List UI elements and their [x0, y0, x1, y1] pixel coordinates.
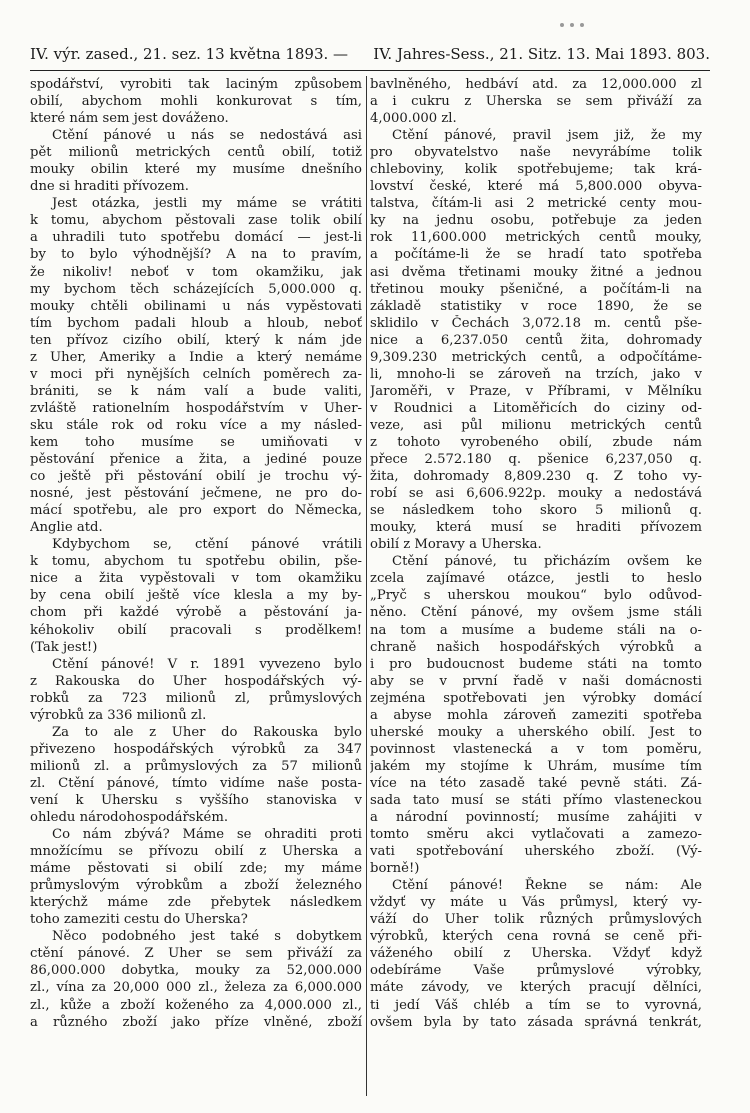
text-line: robků za 723 milionů zl, průmyslových: [30, 690, 362, 706]
text-line: rok 11,600.000 metrických centů mouky,: [370, 230, 702, 246]
text-line: jakém my stojíme k Uhrám, musíme tím: [370, 758, 702, 774]
text-line: chom při každé výrobě a pěstování ja-: [30, 605, 362, 621]
text-line: sada tato musí se státi přímo vlasteneckou: [370, 792, 702, 808]
text-line: talstva, čítám-li asi 2 metrické centy mou-: [370, 196, 702, 212]
text-line: nice a žita vypěstovali v tom okamžiku: [30, 571, 362, 587]
text-line: a počítáme-li že se hradí tato spotřeba: [370, 247, 702, 263]
text-line: Za to ale z Uher do Rakouska bylo: [52, 724, 362, 740]
text-line: spodářství, vyrobiti tak laciným způsobem: [30, 77, 362, 92]
text-line: 86,000.000 dobytka, mouky za 52,000.000: [30, 963, 362, 979]
text-line: a i cukru z Uherska se sem přiváží za: [370, 94, 702, 110]
text-line: chleboviny, kolik spotřebujeme; tak krá-: [370, 162, 702, 178]
text-line: váženého obilí z Uherska. Vždyť když: [370, 946, 702, 962]
text-line: brániti, se k nám valí a bude valiti,: [30, 383, 362, 399]
text-line: co ještě při pěstování obilí je trochu vý-: [30, 469, 362, 485]
text-line: množícímu se přívozu obilí z Uherska a: [30, 844, 362, 860]
text-line: sklidilo v Čechách 3,072.18 m. centů pše-: [370, 315, 702, 331]
text-line: více na této zasadě také pevně státi. Zá-: [370, 775, 702, 791]
text-line: vati spotřebování uherského zboží. (Vý-: [370, 844, 702, 860]
text-line: uherské mouky a uherského obilí. Jest to: [370, 724, 702, 740]
text-line: 4,000.000 zl.: [370, 111, 457, 127]
text-line: zvláště rationelním hospodářstvím v Uher-: [30, 400, 362, 416]
page-specks: [560, 12, 590, 31]
text-line: Ctění pánové, pravil jsem již, že my: [392, 128, 702, 144]
text-line: Ctění pánové! Řekne se nám: Ale: [392, 878, 702, 894]
text-line: dne si hraditi přívozem.: [30, 179, 189, 195]
text-line: průmyslovým výrobkům a zboží železného: [30, 878, 362, 894]
text-line: (Tak jest!): [30, 639, 98, 655]
text-line: na tom a musíme a budeme stáli na o-: [370, 622, 702, 638]
text-line: k tomu, abychom pěstovali zase tolik obilí: [30, 213, 362, 229]
text-line: Ctění pánové u nás se nedostává asi: [52, 128, 362, 144]
text-line: ky na jednu osobu, potřebuje za jeden: [370, 213, 702, 229]
text-line: lovství české, které má 5,800.000 obyva-: [370, 179, 702, 195]
text-line: Anglie atd.: [30, 520, 103, 536]
text-line: zejména spotřebovati jen výrobky domácí: [370, 690, 702, 706]
text-line: sku stále rok od roku více a my násled-: [30, 417, 362, 433]
text-line: by cena obilí ještě více klesla a my by-: [30, 588, 362, 604]
left-column: [30, 76, 362, 1096]
text-line: pro obyvatelstvo naše nevyrábíme tolik: [370, 145, 702, 161]
text-line: v moci při nynějších celních poměrech za-: [30, 366, 362, 382]
text-line: ctění pánové. Z Uher se sem přiváží za: [30, 946, 362, 962]
text-line: kterýchž máme zde přebytek následkem: [30, 895, 362, 911]
text-line: máte závody, ve kterých pracují dělníci,: [370, 980, 702, 996]
text-line: ovšem byla by tato zásada správná tenkrát,: [370, 1014, 702, 1030]
text-line: borně!): [370, 861, 420, 877]
text-line: přivezeno hospodářských výrobků za 347: [30, 741, 362, 757]
header-rule: [30, 70, 710, 71]
text-line: 9,309.230 metrických centů, a odpočítáme-: [370, 349, 702, 365]
text-line: pěstování přenice a žita, a jediné pouze: [30, 452, 362, 468]
text-line: Jest otázka, jestli my máme se vrátiti: [52, 196, 362, 212]
text-line: pět milionů metrických centů obilí, totiž: [30, 145, 362, 161]
text-line: Ctění pánové! V r. 1891 vyvezeno bylo: [52, 656, 362, 672]
text-line: ti jedí Váš chléb a tím se to vyrovná,: [370, 997, 702, 1013]
text-line: obilí, abychom mohli konkurovat s tím,: [30, 94, 362, 110]
header-german: IV. Jahres-Sess., 21. Sitz. 13. Mai 1893. 803.: [373, 45, 710, 63]
text-line: v Roudnici a Litoměřicích do ciziny od-: [370, 400, 702, 416]
text-line: a abyse mohla zároveň zameziti spotřeba: [370, 707, 702, 723]
text-line: k tomu, abychom tu spotřebu obilin, pše-: [30, 554, 362, 570]
text-line: by to bylo výhodnější? A na to pravím,: [30, 247, 362, 263]
text-line: chraně našich hospodářských výrobků a: [370, 639, 702, 655]
text-line: obilí z Moravy a Uherska.: [370, 537, 542, 553]
text-line: „Pryč s uherskou moukou“ bylo odůvod-: [370, 588, 702, 604]
text-line: milionů zl. a průmyslových za 57 milionů: [30, 758, 362, 774]
right-column: [370, 76, 702, 1096]
text-line: máme pěstovati si obilí zde; my máme: [30, 861, 362, 877]
text-line: ten přívoz cizího obilí, který k nám jde: [30, 332, 362, 348]
text-line: mouky obilin které my musíme dnešního: [30, 162, 362, 178]
text-line: i pro budoucnost budeme státi na tomto: [370, 656, 702, 672]
text-line: které nám sem jest dováženo.: [30, 111, 229, 127]
text-line: Jaroměři, v Praze, v Příbrami, v Mělníku: [370, 383, 702, 399]
text-line: povinnost vlastenecká a v tom poměru,: [370, 741, 702, 757]
text-line: aby se v první řadě v naši domácnosti: [370, 673, 702, 689]
text-line: základě statistiky v roce 1890, že se: [370, 298, 702, 314]
text-line: a národní povinností; musíme zahájiti v: [370, 810, 702, 826]
text-line: výrobků, kterých cena rovná se ceně při-: [370, 929, 702, 945]
text-line: že nikoliv! neboť v tom okamžiku, jak: [30, 264, 362, 280]
text-line: mouky chtěli obilinami u nás vypěstovati: [30, 298, 362, 314]
text-line: něno. Ctění pánové, my ovšem jsme stáli: [370, 605, 702, 621]
text-line: třetinou mouky pšeničné, a počítám-li na: [370, 281, 702, 297]
text-line: my bychom těch scházejících 5,000.000 q.: [30, 281, 362, 297]
text-line: asi dvěma třetinami mouky žitné a jednou: [370, 264, 702, 280]
text-line: kéhokoliv obilí pracovali s prodělkem!: [30, 622, 362, 638]
text-line: tomto směru akci vytlačovati a zamezo-: [370, 827, 702, 843]
text-line: vení k Uhersku s vyššího stanoviska v: [30, 792, 362, 808]
text-line: z tohoto vyrobeného obilí, zbude nám: [370, 434, 702, 450]
text-line: toho zameziti cestu do Uherska?: [30, 912, 248, 928]
text-line: zl., vína za 20,000 000 zl., železa za 6,000.000: [30, 980, 362, 996]
text-line: zcela zajímavé otázce, jestli to heslo: [370, 571, 702, 587]
text-line: kem toho musíme se umiňovati v: [30, 434, 362, 450]
text-line: mouky, která musí se hraditi přívozem: [370, 520, 702, 536]
text-line: zl. Ctění pánové, tímto vidíme naše posta-: [30, 775, 362, 791]
text-line: a uhradili tuto spotřebu domácí — jest-li: [30, 230, 362, 246]
text-line: výrobků za 336 milionů zl.: [30, 707, 207, 723]
column-divider: [366, 76, 367, 1096]
text-line: žita, dohromady 8,809.230 q. Z toho vy-: [370, 469, 702, 485]
text-line: odebíráme Vaše průmyslové výrobky,: [370, 963, 702, 979]
header-czech: IV. výr. zased., 21. sez. 13 května 1893. —: [30, 45, 349, 63]
text-line: robí se asi 6,606.922p. mouky a nedostává: [370, 486, 702, 502]
text-line: přece 2.572.180 q. pšenice 6,237,050 q.: [370, 452, 702, 468]
text-line: ohledu národohospodářském.: [30, 810, 229, 826]
text-line: bavlněného, hedbáví atd. za 12,000.000 zl: [370, 77, 702, 92]
text-line: mácí spotřebu, ale pro export do Německa,: [30, 503, 362, 519]
text-line: váží do Uher tolik různých průmyslových: [370, 912, 702, 928]
text-line: se následkem toho skoro 5 milionů q.: [370, 503, 702, 519]
text-line: tím bychom padali hloub a hloub, neboť: [30, 315, 362, 331]
text-line: vždyť vy máte u Vás průmysl, který vy-: [370, 895, 702, 911]
text-line: z Rakouska do Uher hospodářských vý-: [30, 673, 362, 689]
text-line: z Uher, Ameriky a Indie a který nemáme: [30, 349, 362, 365]
text-line: Ctění pánové, tu přicházím ovšem ke: [392, 554, 702, 570]
text-line: nice a 6,237.050 centů žita, dohromady: [370, 332, 702, 348]
text-line: Něco podobného jest také s dobytkem: [52, 929, 362, 945]
text-line: Co nám zbývá? Máme se ohraditi proti: [52, 827, 362, 843]
text-line: a různého zboží jako příze vlněné, zboží: [30, 1014, 362, 1030]
text-line: nosné, jest pěstování ječmene, ne pro do-: [30, 486, 362, 502]
text-line: li, mnoho-li se zároveň na trzích, jako v: [370, 366, 702, 382]
text-line: veze, asi půl milionu metrických centů: [370, 417, 702, 433]
text-line: Kdybychom se, ctění pánové vrátili: [52, 537, 362, 553]
text-line: zl., kůže a zboží koženého za 4,000.000 zl.,: [30, 997, 362, 1013]
running-header: [30, 40, 710, 68]
